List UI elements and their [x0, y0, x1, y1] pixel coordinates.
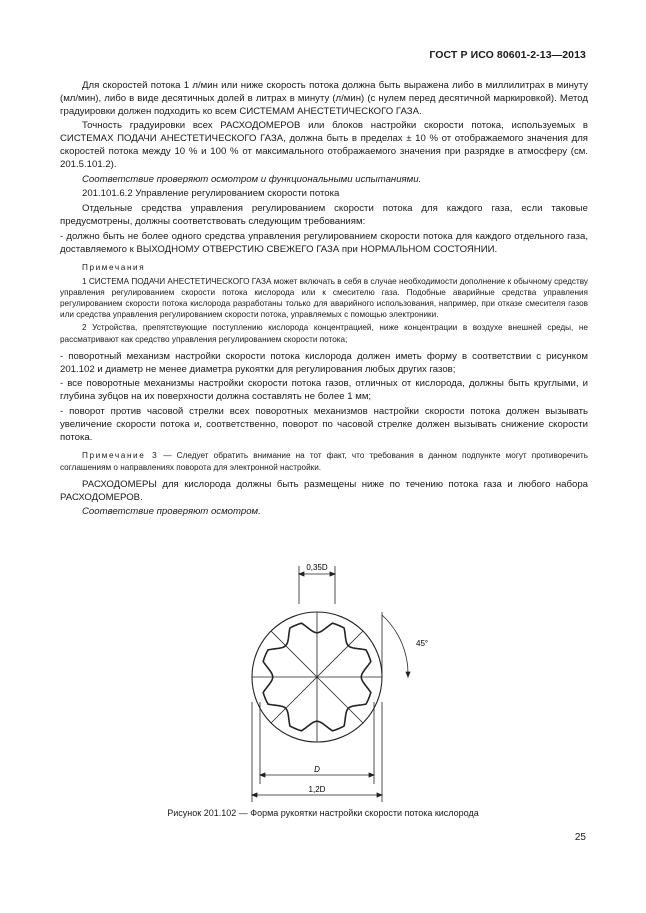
compliance-statement-2: Соответствие проверяют осмотром. [82, 506, 261, 518]
paragraph-accuracy: Точность градуировки всех РАСХОДОМЕРОВ или блоков настройки скорости потока, используемых в СИСТЕМАХ ПОДАЧИ АНЕСТЕТИЧЕСКОГО ГАЗА, должна быть в пределах ± 10 % от отображаемого значения для скоростей потока между 10 % и 100 % от максимального отображаемого значения при разрядке в атмосферу (см. 201.5.101.2). [60, 120, 588, 170]
paragraph-flowmeters: РАСХОДОМЕРЫ для кислорода должны быть размещены ниже по течению потока газа и любого набора РАСХОДОМЕРОВ. [60, 478, 588, 503]
note-3-text: — Следует обратить внимание на тот факт, что требования в данном подпункте могут противоречить соглашениям о направлениях поворота для электронной настройки. [60, 451, 588, 472]
list-item-one-control: - должно быть не более одного средства управления регулированием скорости потока для каждого отдельного газа, доставляемого к ВЫХОДНОМУ ОТВЕРСТИЮ СВЕЖЕГО ГАЗА при НОРМАЛЬНОМ СОСТОЯНИИ. [60, 230, 588, 255]
figure-caption: Рисунок 201.102 — Форма рукоятки настройки скорости потока кислорода [167, 808, 479, 818]
body-text [60, 80, 588, 521]
center-lines [252, 612, 382, 742]
list-item-oxygen-knob: - поворотный механизм настройки скорости потока кислорода должен иметь форму в соответствии с рисунком 201.102 и диаметр не менее диаметра рукоятки для регулирования любых других газов; [60, 350, 588, 375]
label-width: 1,2D [308, 785, 326, 794]
label-angle: 45° [416, 639, 429, 648]
paragraph-controls: Отдельные средства управления регулированием скорости потока для каждого газа, если таковые предусмотрены, должны соответствовать следующим требованиям: [60, 203, 588, 227]
notes-title: Примечания [82, 263, 146, 273]
note-3 [60, 450, 588, 472]
section-heading-201-101-6-2: 201.101.6.2 Управление регулированием скорости потока [82, 188, 340, 200]
page-number: 25 [574, 832, 586, 843]
document-header: ГОСТ Р ИСО 80601-2-13—2013 [429, 49, 586, 61]
label-top-dimension: 0,35D [306, 563, 328, 572]
note-3-label: Примечание 3 [82, 451, 159, 461]
list-item-other-knobs: - все поворотные механизмы настройки скорости потока газов, отличных от кислорода, должны быть круглыми, и глубина зубцов на их поверхности должна составлять не более 1 мм; [60, 378, 588, 403]
paragraph-flow-units: Для скоростей потока 1 л/мин или ниже скорость потока должна быть выражена либо в миллилитрах в минуту (мл/мин), либо в виде десятичных долей в литрах в минуту (л/мин) (с нулем перед десятичной маркировкой). Метод градуировки должен подходить ко всем СИСТЕМАМ АНЕСТЕТИЧЕСКОГО ГАЗА. [60, 80, 588, 117]
note-2: 2 Устройства, препятствующие поступлению кислорода концентрацией, ниже концентрации в воздухе внешней среды, не рассматривают как средство управления регулированием скорости потока; [60, 323, 588, 344]
oxygen-knob-figure [230, 552, 430, 812]
compliance-statement-1: Соответствие проверяют осмотром и функциональными испытаниями. [82, 173, 422, 185]
angle-dimension [382, 612, 410, 677]
list-item-rotation: - поворот против часовой стрелки всех поворотных механизмов настройки скорости потока должен вызывать увеличение скорости потока и, соответственно, поворот по часовой стрелке должен вызывать снижение скорости потока. [60, 405, 588, 443]
label-diameter: D [314, 765, 320, 774]
note-1: 1 СИСТЕМА ПОДАЧИ АНЕСТЕТИЧЕСКОГО ГАЗА может включать в себя в случае необходимости дополнение к обычному средству управления регулированием скорости потока кислорода или к смесителю газа. Подобные аварийные средства управления регулированием скорости потока кислорода разработаны только для аварийного использования, например, при отказе смесителя газов или средства управления регулированием скорости потока, управляемых с помощью электроники. [60, 276, 588, 320]
